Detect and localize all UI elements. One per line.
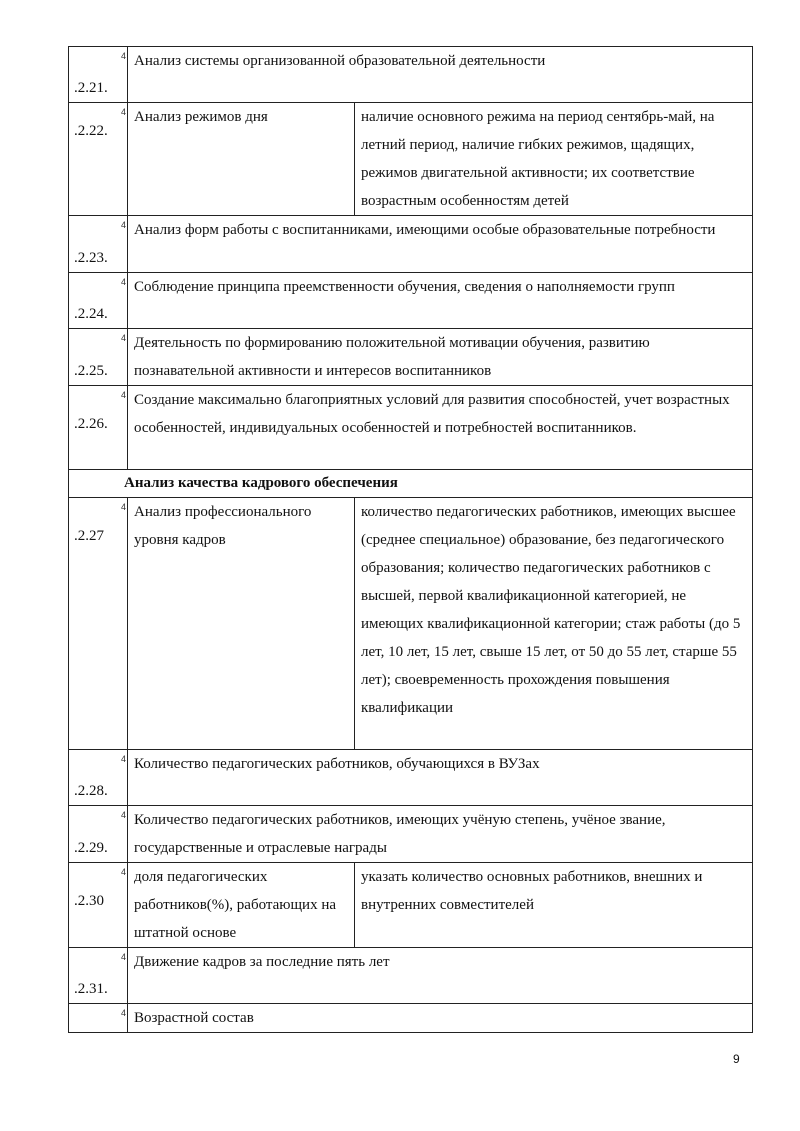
- row-number-cell: [69, 863, 128, 948]
- row-mark: 4: [120, 502, 126, 512]
- row-number-cell: [69, 273, 128, 329]
- row-code: .2.24.: [74, 306, 108, 322]
- row-text-cell: [128, 386, 753, 470]
- row-code: .2.28.: [74, 783, 108, 799]
- row-number-cell: [69, 948, 128, 1004]
- section-row: [69, 470, 753, 498]
- row-text: Деятельность по формированию положительной мотивации обучения, развитию познавательной активности и интересов воспитанников: [134, 335, 650, 379]
- row-detail-cell: [355, 863, 753, 948]
- table-row: [69, 329, 753, 386]
- row-mark: 4: [120, 220, 126, 230]
- section-title: Анализ качества кадрового обеспечения: [124, 475, 398, 491]
- table-row: [69, 948, 753, 1004]
- row-text: Создание максимально благоприятных условий для развития способностей, учет возрастных особенностей, индивидуальных особенностей и потребностей воспитанников.: [134, 392, 730, 436]
- row-text: Количество педагогических работников, обучающихся в ВУЗах: [134, 756, 540, 772]
- row-code: .2.25.: [74, 363, 108, 379]
- table-row: [69, 103, 753, 216]
- row-number-cell: [69, 103, 128, 216]
- row-detail: наличие основного режима на период сентябрь-май, на летний период, наличие гибких режимов, щадящих, режимов двигательной активности; их соответствие возрастным особенностям детей: [361, 109, 715, 209]
- table-row: [69, 498, 753, 750]
- row-mark: 4: [120, 1008, 126, 1018]
- row-number-cell: [69, 329, 128, 386]
- row-text-cell: [128, 750, 753, 806]
- row-text-cell: [128, 47, 753, 103]
- row-label: Анализ профессионального уровня кадров: [134, 504, 312, 548]
- row-code: .2.29.: [74, 840, 108, 856]
- row-label: доля педагогических работников(%), работающих на штатной основе: [134, 869, 337, 941]
- row-number-cell: [69, 47, 128, 103]
- table-row: [69, 386, 753, 470]
- table-row: [69, 1004, 753, 1033]
- row-mark: 4: [120, 810, 126, 820]
- row-code: .2.26.: [74, 416, 108, 432]
- row-detail: количество педагогических работников, имеющих высшее (среднее специальное) образование, без педагогического образования; количество педагогических работников с высшей, первой квалификационной категорией, не имеющих квалификационной категории; стаж работы (до 5 лет, 10 лет, 15 лет, свыше 15 лет, от 50 до 55 лет, старше 55 лет); своевременность прохождения повышения квалификации: [361, 504, 741, 716]
- table-row: [69, 273, 753, 329]
- row-label-cell: [128, 863, 355, 948]
- row-label-cell: [128, 103, 355, 216]
- row-mark: 4: [120, 867, 126, 877]
- row-number-cell: [69, 386, 128, 470]
- row-mark: 4: [120, 754, 126, 764]
- row-text-cell: [128, 806, 753, 863]
- row-detail-cell: [355, 498, 753, 750]
- row-number-cell: [69, 216, 128, 273]
- row-text-cell: [128, 273, 753, 329]
- row-text: Возрастной состав: [134, 1010, 254, 1026]
- row-label-cell: [128, 498, 355, 750]
- row-code: .2.21.: [74, 80, 108, 96]
- row-number-cell: [69, 498, 128, 750]
- row-detail-cell: [355, 103, 753, 216]
- row-mark: 4: [120, 51, 126, 61]
- row-text-cell: [128, 329, 753, 386]
- section-cell: [69, 470, 753, 498]
- row-text-cell: [128, 1004, 753, 1033]
- row-text: Анализ форм работы с воспитанниками, имеющими особые образовательные потребности: [134, 222, 716, 238]
- row-detail: указать количество основных работников, внешних и внутренних совместителей: [361, 869, 703, 913]
- table-row: [69, 47, 753, 103]
- row-label: Анализ режимов дня: [134, 109, 268, 125]
- row-mark: 4: [120, 333, 126, 343]
- row-code: .2.23.: [74, 250, 108, 266]
- row-number-cell: [69, 806, 128, 863]
- row-number-cell: [69, 750, 128, 806]
- row-code: .2.31.: [74, 981, 108, 997]
- row-code: .2.30: [74, 893, 104, 909]
- row-text: Соблюдение принципа преемственности обучения, сведения о наполняемости групп: [134, 279, 675, 295]
- row-mark: 4: [120, 107, 126, 117]
- row-mark: 4: [120, 952, 126, 962]
- row-code: .2.22.: [74, 123, 108, 139]
- content-table: [68, 46, 753, 1033]
- row-text: Анализ системы организованной образовательной деятельности: [134, 53, 546, 69]
- table-row: [69, 216, 753, 273]
- row-text-cell: [128, 216, 753, 273]
- table-row: [69, 806, 753, 863]
- row-text-cell: [128, 948, 753, 1004]
- row-text: Движение кадров за последние пять лет: [134, 954, 390, 970]
- row-mark: 4: [120, 277, 126, 287]
- page-number: 9: [733, 1052, 740, 1066]
- row-code: .2.27: [74, 528, 104, 544]
- table-row: [69, 750, 753, 806]
- row-number-cell: [69, 1004, 128, 1033]
- row-text: Количество педагогических работников, имеющих учёную степень, учёное звание, государственные и отраслевые награды: [134, 812, 666, 856]
- row-mark: 4: [120, 390, 126, 400]
- table-row: [69, 863, 753, 948]
